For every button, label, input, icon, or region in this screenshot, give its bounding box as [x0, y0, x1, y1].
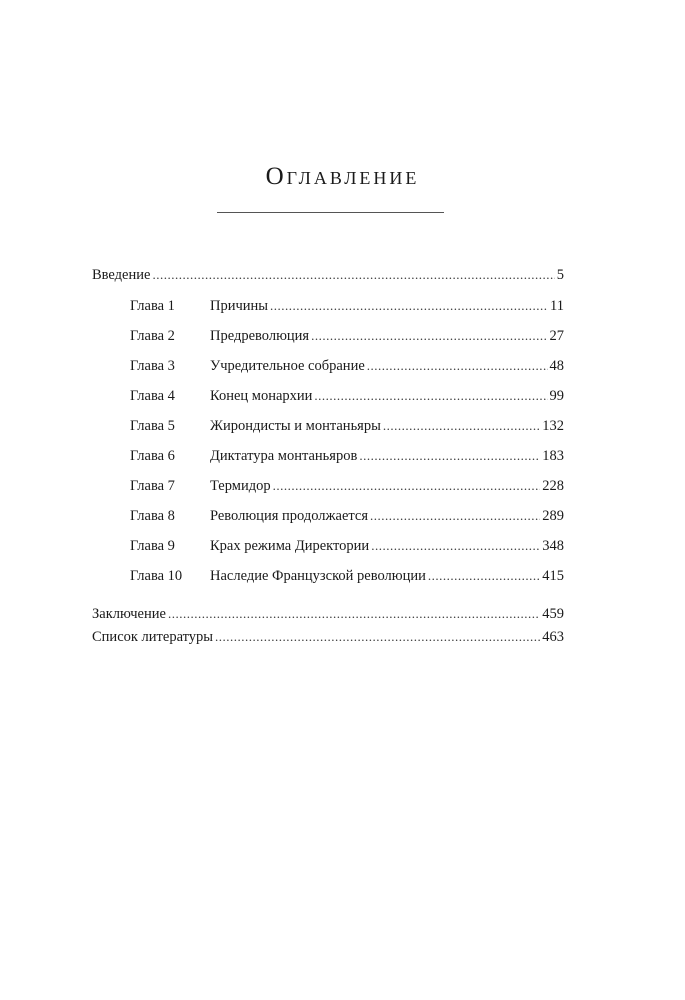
chapter-number: Глава 5 — [130, 418, 175, 434]
toc-entry-chapter-9[interactable] — [92, 537, 564, 555]
chapter-number: Глава 4 — [130, 388, 175, 404]
chapter-title: Жирондисты и монтаньяры — [210, 418, 381, 434]
toc-entry-chapter-10[interactable] — [92, 567, 564, 585]
dot-leader — [270, 297, 548, 315]
dot-leader — [371, 537, 540, 555]
toc-entry-chapter-5[interactable] — [92, 417, 564, 435]
toc-entry-chapter-4[interactable] — [92, 387, 564, 405]
chapter-number: Глава 3 — [130, 358, 175, 374]
chapter-title: Диктатура монтаньяров — [210, 448, 358, 464]
chapter-page: 99 — [549, 388, 564, 404]
chapter-title: Учредительное собрание — [210, 358, 365, 374]
toc-entry-conclusion[interactable] — [92, 605, 564, 623]
toc-entry-bibliography[interactable] — [92, 628, 564, 646]
toc-entry-chapter-2[interactable] — [92, 327, 564, 345]
toc-entry-label: Заключение — [92, 606, 166, 622]
dot-leader — [152, 266, 554, 284]
chapter-number: Глава 6 — [130, 448, 175, 464]
chapter-page: 415 — [542, 568, 564, 584]
chapter-page: 27 — [549, 328, 564, 344]
chapter-title: Революция продолжается — [210, 508, 369, 524]
toc-entry-label: Список литературы — [92, 629, 214, 645]
dot-leader — [168, 605, 540, 623]
chapter-title: Причины — [210, 298, 269, 314]
chapter-title: Крах режима Директории — [210, 538, 370, 554]
toc-entry-chapter-7[interactable] — [92, 477, 564, 495]
chapter-number: Глава 2 — [130, 328, 175, 344]
dot-leader — [370, 507, 540, 525]
dot-leader — [428, 567, 540, 585]
toc-entry-chapter-1[interactable] — [92, 297, 564, 315]
chapter-number: Глава 7 — [130, 478, 175, 494]
toc-entry-page: 459 — [542, 606, 564, 622]
chapter-title: Термидор — [210, 478, 271, 494]
dot-leader — [367, 357, 548, 375]
dot-leader — [311, 327, 547, 345]
dot-leader — [359, 447, 540, 465]
chapter-number: Глава 1 — [130, 298, 175, 314]
chapter-page: 132 — [542, 418, 564, 434]
toc-entry-label: Введение — [92, 267, 151, 283]
chapter-number: Глава 9 — [130, 538, 175, 554]
dot-leader — [383, 417, 540, 435]
toc-entry-chapter-3[interactable] — [92, 357, 564, 375]
chapter-page: 228 — [542, 478, 564, 494]
page-title: Оглавление — [265, 163, 420, 190]
dot-leader — [273, 477, 541, 495]
toc-entry-page: 463 — [542, 629, 564, 645]
toc-entry-chapter-8[interactable] — [92, 507, 564, 525]
table-of-contents — [92, 266, 564, 646]
chapter-page: 48 — [549, 358, 564, 374]
chapter-title: Предреволюция — [210, 328, 310, 344]
toc-entry-chapter-6[interactable] — [92, 447, 564, 465]
dot-leader — [215, 628, 540, 646]
toc-entry-intro[interactable] — [92, 266, 564, 284]
title-divider — [217, 212, 444, 213]
chapter-page: 289 — [542, 508, 564, 524]
chapter-page: 348 — [542, 538, 564, 554]
chapter-number: Глава 10 — [130, 568, 183, 584]
chapter-title: Наследие Французской революции — [210, 568, 426, 584]
toc-entry-page: 5 — [556, 267, 564, 283]
dot-leader — [314, 387, 547, 405]
chapter-title: Конец монархии — [210, 388, 313, 404]
chapter-page: 11 — [550, 298, 564, 314]
chapter-number: Глава 8 — [130, 508, 175, 524]
chapter-page: 183 — [542, 448, 564, 464]
